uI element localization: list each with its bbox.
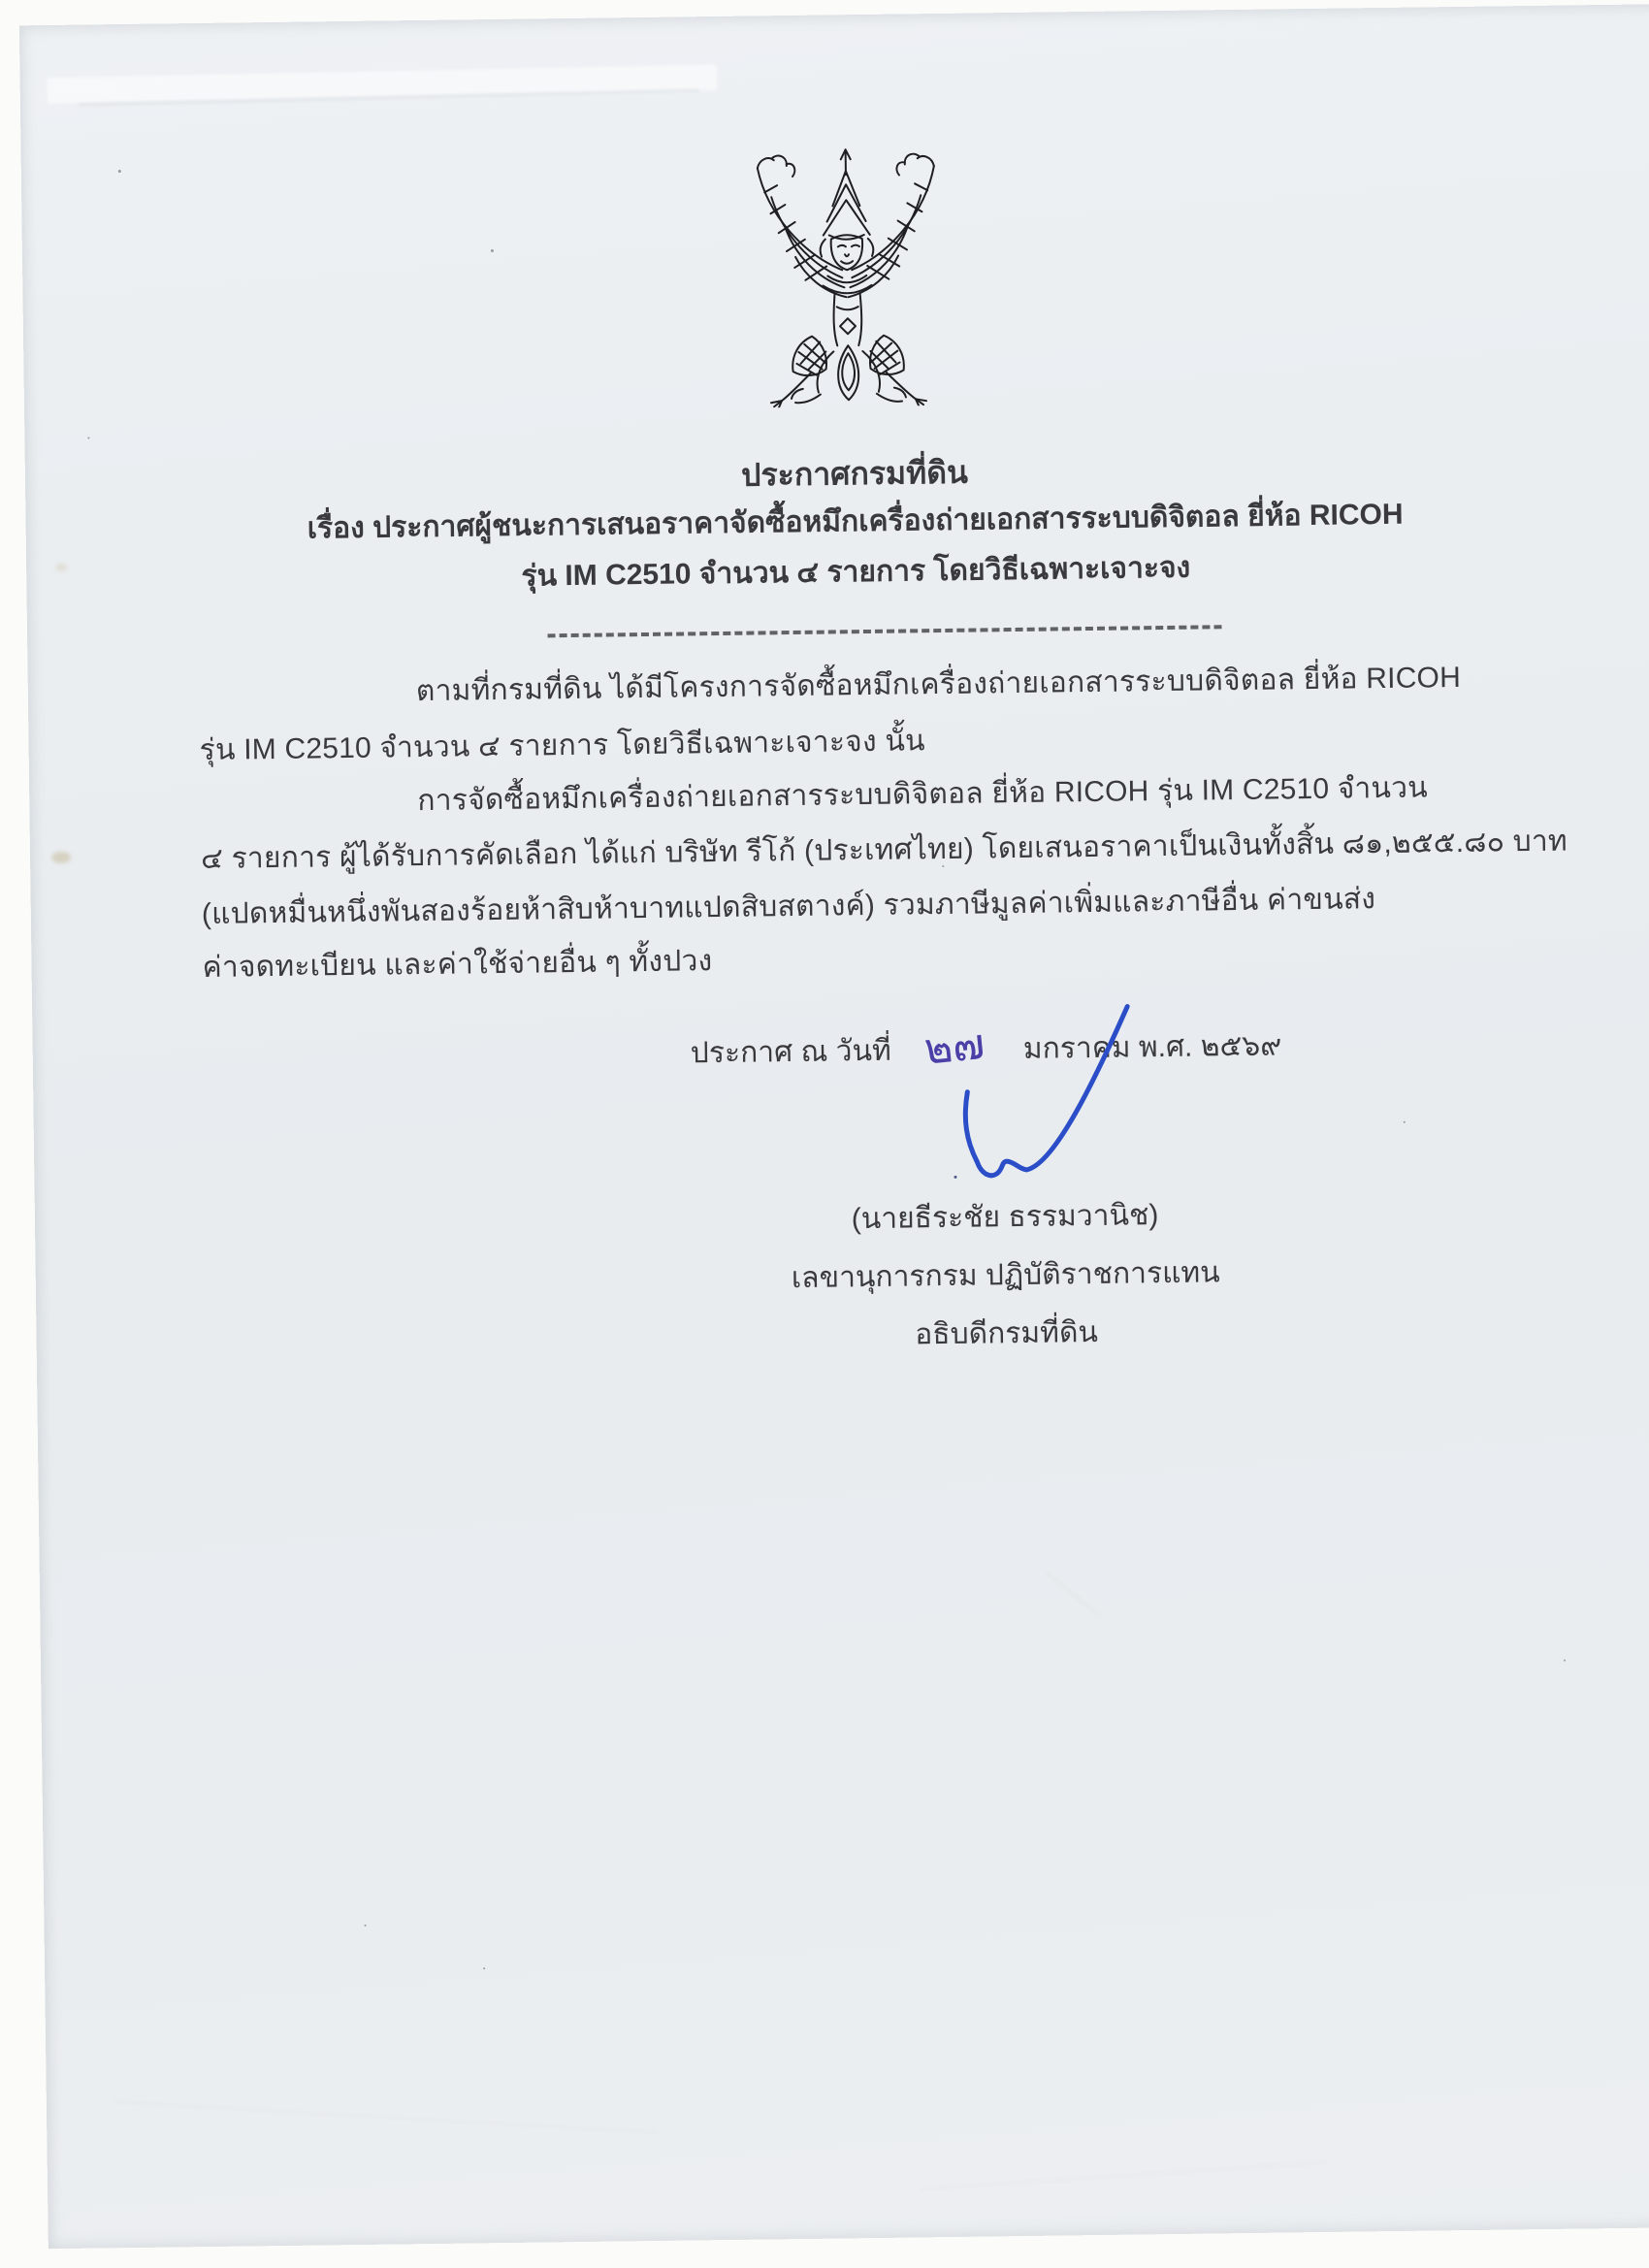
paper-crease xyxy=(921,2161,1327,2189)
separator-dashed-line xyxy=(548,625,1222,637)
signer-name: (นายธีระชัย ธรรมวานิช) xyxy=(851,1199,1159,1236)
date-suffix: มกราคม พ.ศ. ๒๕๖๙ xyxy=(1022,1029,1282,1065)
document-title: ประกาศกรมที่ดิน xyxy=(740,454,969,493)
paragraph2-line1: การจัดซื้อหมึกเครื่องถ่ายเอกสารระบบดิจิตอล ยี่ห้อ RICOH รุ่น IM C2510 จำนวน xyxy=(417,771,1429,818)
paragraph1-line2: รุ่น IM C2510 จำนวน ๔ รายการ โดยวิธีเฉพาะเจาะจง นั้น xyxy=(199,725,925,767)
paper-speck xyxy=(118,170,121,173)
paragraph1-line1: ตามที่กรมที่ดิน ได้มีโครงการจัดซื้อหมึกเครื่องถ่ายเอกสารระบบดิจิตอล ยี่ห้อ RICOH xyxy=(415,662,1462,708)
document-page xyxy=(19,4,1649,2250)
garuda-emblem-icon xyxy=(695,137,999,408)
handwritten-day: ๒๗ xyxy=(922,1020,987,1074)
paragraph2-line4: ค่าจดทะเบียน และค่าใช้จ่ายอื่น ๆ ทั้งปวง xyxy=(202,945,713,985)
paper-speck xyxy=(87,437,89,438)
paper-crease xyxy=(1046,1571,1099,1616)
paper-smudge xyxy=(51,852,71,863)
signature-ink xyxy=(929,992,1160,1187)
signer-position-2: อธิบดีกรมที่ดิน xyxy=(915,1315,1099,1351)
paper-speck xyxy=(1404,1121,1406,1123)
signer-block xyxy=(724,1184,1288,1367)
paragraph2-line3: (แปดหมื่นหนึ่งพันสองร้อยห้าสิบห้าบาทแปดสิบสตางค์) รวมภาษีมูลค่าเพิ่มและภาษีอื่น ค่าขนส่ง xyxy=(201,883,1376,931)
paper-speck xyxy=(365,1925,367,1927)
paragraph2-line2: ๔ รายการ ผู้ได้รับการคัดเลือก ได้แก่ บริษัท รีโก้ (ประเทศไทย) โดยเสนอราคาเป็นเงินทั้งสิ้น ๘๑,๒๕๕.๘๐ บาท xyxy=(200,825,1568,876)
paper-crease xyxy=(115,2101,658,2134)
subject-line-1: เรื่อง ประกาศผู้ชนะการเสนอราคาจัดซื้อหมึกเครื่องถ่ายเอกสารระบบดิจิตอล ยี่ห้อ RICOH xyxy=(307,498,1404,545)
paper-speck xyxy=(491,249,494,252)
paper-speck xyxy=(483,1967,485,1969)
paper-speck xyxy=(1564,1660,1566,1662)
signer-position-1: เลขานุการกรม ปฏิบัติราชการแทน xyxy=(791,1256,1220,1295)
subject-line-2: รุ่น IM C2510 จำนวน ๔ รายการ โดยวิธีเฉพาะเจาะจง xyxy=(521,551,1191,593)
date-prefix: ประกาศ ณ วันที่ xyxy=(690,1034,891,1070)
